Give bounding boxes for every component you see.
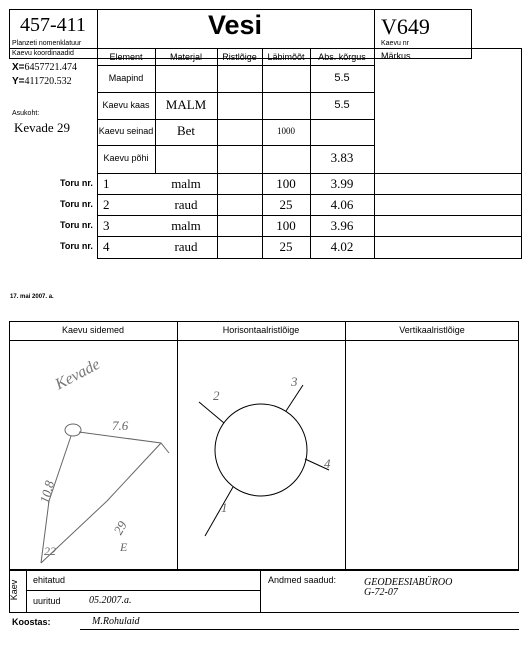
data-source-value-1: GEODEESIABÜROO — [364, 577, 453, 588]
row-2-material: Bet — [176, 123, 196, 138]
nomenclature-value: 457-411 — [20, 14, 86, 36]
data-source-value-2: G-72-07 — [364, 587, 398, 598]
row-line-h — [97, 65, 374, 66]
coords-label: Kaevu koordinaadid — [12, 50, 74, 57]
row-line-4 — [97, 173, 522, 174]
col-header-diameter: Läbimõõt — [267, 52, 305, 62]
pipe-3-height: 3.96 — [330, 218, 354, 233]
pipe-label-3: Toru nr. — [60, 220, 93, 230]
sketch-header-ties: Kaevu sidemed — [61, 325, 125, 335]
pipe-label-4: Toru nr. — [60, 241, 93, 251]
pipe-3-material: malm — [171, 218, 201, 233]
tie-line-b — [41, 443, 161, 563]
pipe-1-no: 1 — [103, 176, 110, 191]
surveyed-label: uuritud — [33, 596, 61, 606]
row-0-height: 5.5 — [334, 72, 350, 84]
sketch-header-vertical: Vertikaalristlõige — [399, 325, 465, 335]
col-header-element: Element — [109, 52, 143, 62]
pipe-line-3 — [97, 236, 522, 237]
author-label: Koostas: — [12, 617, 51, 627]
col-header-height: Abs. kõrgus — [318, 52, 366, 62]
date-note: 17. mai 2007. a. — [10, 294, 54, 300]
pipe-2-height: 4.06 — [330, 197, 354, 212]
footer-side-divider — [26, 570, 27, 612]
pipe-line-2 — [97, 215, 522, 216]
hand-measure-d: 29 — [110, 518, 130, 538]
hand-measure-e: E — [120, 540, 128, 554]
sketch-divider-2 — [345, 321, 346, 570]
well-cross-section-circle — [215, 404, 307, 496]
row-0-element: Maapind — [108, 73, 144, 83]
pipe-1-height: 3.99 — [330, 176, 354, 191]
page-title: Vesi — [208, 10, 263, 40]
pipe-3-no: 3 — [103, 218, 110, 233]
pipe-label-1: Toru nr. — [60, 178, 93, 188]
pipe-2-diameter: 25 — [279, 197, 293, 212]
row-2-element: Kaevu seinad — [98, 126, 154, 136]
pipe-3-diameter: 100 — [276, 218, 296, 233]
footer-mid-divider — [260, 570, 261, 612]
y-label: Y= — [12, 76, 25, 87]
y-coordinate — [12, 76, 72, 87]
y-value: 411720.532 — [24, 76, 72, 87]
location-label: Asukoht: — [12, 110, 40, 117]
col-header-notes: Märkus — [381, 51, 411, 61]
x-label: X= — [12, 62, 25, 73]
pipe-line-1 — [97, 194, 522, 195]
col-header-cross-section: Ristlõige — [222, 52, 257, 62]
location-value: Kevade 29 — [14, 120, 70, 135]
pipe-2-no: 2 — [103, 197, 110, 212]
author-underline — [80, 629, 519, 630]
built-label: ehitatud — [33, 575, 66, 585]
row-1-height: 5.5 — [334, 99, 350, 111]
well-number-label: Kaevu nr — [381, 40, 410, 47]
header-bottom-left — [9, 48, 97, 49]
pipe-4-material: raud — [174, 239, 198, 254]
pipe-1-material: malm — [171, 176, 201, 191]
row-3-height: 3.83 — [330, 150, 354, 165]
pipe-line-n1 — [205, 487, 233, 536]
pipe-number-2: 2 — [213, 388, 220, 403]
author-value: M.Rohulaid — [92, 616, 140, 627]
pipe-line-n2 — [199, 402, 224, 423]
pipe-label-2: Toru nr. — [60, 199, 93, 209]
footer-side-label: Kaev — [9, 579, 19, 601]
footer-line-top — [9, 570, 519, 571]
hand-street-name: Kevade — [52, 355, 103, 394]
pipe-2-material: raud — [174, 197, 198, 212]
nomenclature-label: Planzeti nomenklatuur — [12, 40, 82, 47]
pipe-number-3: 3 — [291, 374, 298, 389]
surveyed-value: 05.2007.a. — [89, 595, 132, 606]
row-1-element: Kaevu kaas — [102, 100, 150, 110]
pipe-1-diameter: 100 — [276, 176, 296, 191]
well-number-value: V649 — [381, 14, 430, 39]
tie-line-a — [79, 432, 169, 453]
row-1-material: MALM — [165, 97, 207, 112]
x-value: 6457721.474 — [24, 62, 78, 73]
row-3-element: Kaevu põhi — [103, 153, 149, 163]
pipe-4-no: 4 — [103, 239, 110, 254]
well-circle-icon — [65, 424, 81, 436]
row-line-3 — [97, 145, 374, 146]
horizontal-section — [178, 341, 345, 570]
sketch-header-horizontal: Horisontaalristlõige — [222, 325, 300, 335]
data-source-label: Andmed saadud: — [268, 575, 337, 585]
row-line-1 — [97, 92, 374, 93]
pipe-number-4: 4 — [324, 456, 331, 471]
row-line-2 — [97, 119, 374, 120]
hand-measure-b: 10.8 — [36, 478, 58, 505]
col-header-material: Materjal — [169, 52, 202, 62]
hand-measure-a: 7.6 — [112, 418, 129, 433]
pipe-4-diameter: 25 — [279, 239, 293, 254]
row-2-diameter: 1000 — [277, 126, 295, 136]
hand-measure-c: 22 — [44, 544, 56, 558]
col-line-2 — [217, 48, 218, 259]
x-coordinate — [12, 62, 77, 73]
pipe-number-1: 1 — [221, 500, 228, 515]
footer-row-line — [26, 590, 260, 591]
footer-line-bottom — [9, 612, 519, 613]
pipe-4-height: 4.02 — [330, 239, 354, 254]
